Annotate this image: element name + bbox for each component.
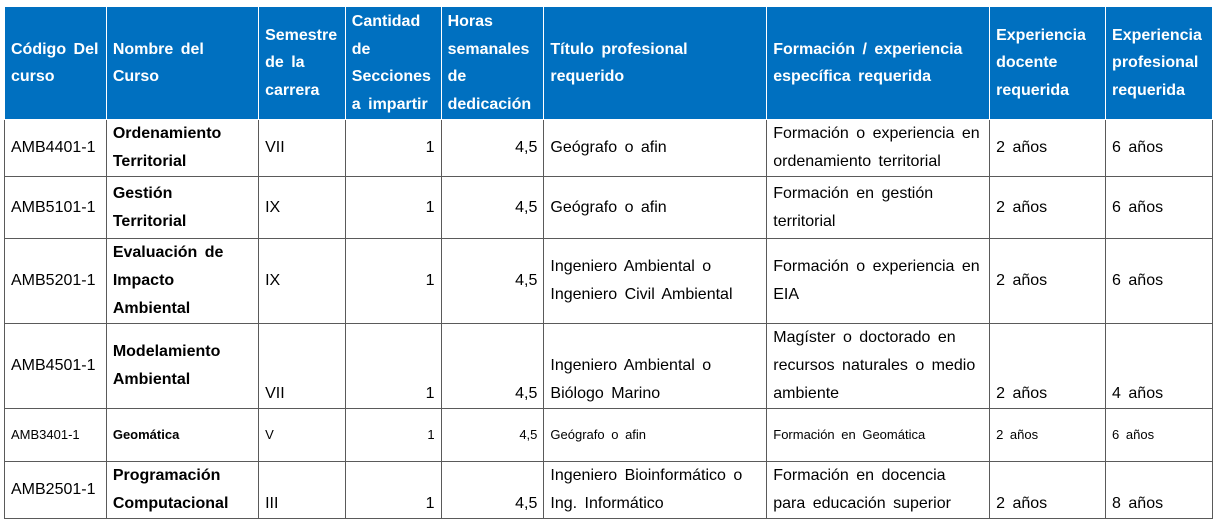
cell-codigo: AMB2501-1 xyxy=(5,462,107,519)
cell-nombre: Evaluación de Impacto Ambiental xyxy=(106,239,258,324)
cell-secciones: 1 xyxy=(345,239,441,324)
cell-exp-profesional: 6 años xyxy=(1106,239,1213,324)
header-cantidad: Cantidad de Secciones a impartir xyxy=(345,7,441,120)
table-row xyxy=(5,409,1213,462)
cell-titulo: Geógrafo o afin xyxy=(544,120,767,177)
header-codigo: Código Del curso xyxy=(5,7,107,120)
header-horas: Horas semanales de dedicación xyxy=(441,7,544,120)
cell-formacion: Formación o experiencia en ordenamiento territorial xyxy=(767,120,990,177)
cell-exp-docente: 2 años xyxy=(990,462,1106,519)
cell-semestre: III xyxy=(259,462,346,519)
cell-secciones: 1 xyxy=(345,324,441,409)
cell-titulo: Ingeniero Bioinformático o Ing. Informático xyxy=(544,462,767,519)
cell-formacion: Magíster o doctorado en recursos naturales o medio ambiente xyxy=(767,324,990,409)
cell-horas: 4,5 xyxy=(441,462,544,519)
table-row xyxy=(5,177,1213,239)
cell-secciones: 1 xyxy=(345,177,441,239)
cell-titulo: Geógrafo o afin xyxy=(544,409,767,462)
header-formacion: Formación / experiencia específica requerida xyxy=(767,7,990,120)
cell-nombre: Modelamiento Ambiental xyxy=(106,324,258,409)
cell-semestre: VII xyxy=(259,324,346,409)
cell-formacion: Formación en Geomática xyxy=(767,409,990,462)
cell-codigo: AMB5201-1 xyxy=(5,239,107,324)
cell-exp-docente: 2 años xyxy=(990,324,1106,409)
table-row xyxy=(5,120,1213,177)
cell-codigo: AMB4501-1 xyxy=(5,324,107,409)
cell-formacion: Formación en gestión territorial xyxy=(767,177,990,239)
cell-formacion: Formación o experiencia en EIA xyxy=(767,239,990,324)
header-semestre: Semestre de la carrera xyxy=(259,7,346,120)
cell-semestre: VII xyxy=(259,120,346,177)
cell-nombre: Ordenamiento Territorial xyxy=(106,120,258,177)
cell-exp-profesional: 4 años xyxy=(1106,324,1213,409)
courses-table xyxy=(4,6,1213,519)
cell-codigo: AMB5101-1 xyxy=(5,177,107,239)
cell-secciones: 1 xyxy=(345,409,441,462)
cell-nombre: Programación Computacional xyxy=(106,462,258,519)
cell-exp-docente: 2 años xyxy=(990,120,1106,177)
header-titulo: Título profesional requerido xyxy=(544,7,767,120)
cell-formacion: Formación en docencia para educación superior xyxy=(767,462,990,519)
cell-horas: 4,5 xyxy=(441,324,544,409)
cell-codigo: AMB3401-1 xyxy=(5,409,107,462)
cell-titulo: Geógrafo o afin xyxy=(544,177,767,239)
cell-exp-docente: 2 años xyxy=(990,409,1106,462)
cell-semestre: IX xyxy=(259,177,346,239)
cell-secciones: 1 xyxy=(345,462,441,519)
cell-titulo: Ingeniero Ambiental o Biólogo Marino xyxy=(544,324,767,409)
cell-nombre: Geomática xyxy=(106,409,258,462)
cell-exp-docente: 2 años xyxy=(990,239,1106,324)
cell-nombre: Gestión Territorial xyxy=(106,177,258,239)
cell-horas: 4,5 xyxy=(441,409,544,462)
cell-semestre: V xyxy=(259,409,346,462)
cell-exp-docente: 2 años xyxy=(990,177,1106,239)
header-exp-docente: Experiencia docente requerida xyxy=(990,7,1106,120)
header-exp-profesional: Experiencia profesional requerida xyxy=(1106,7,1213,120)
cell-semestre: IX xyxy=(259,239,346,324)
cell-exp-profesional: 6 años xyxy=(1106,177,1213,239)
table-header-row xyxy=(5,7,1213,120)
cell-horas: 4,5 xyxy=(441,239,544,324)
table-row xyxy=(5,324,1213,409)
cell-exp-profesional: 6 años xyxy=(1106,409,1213,462)
cell-titulo: Ingeniero Ambiental o Ingeniero Civil Ambiental xyxy=(544,239,767,324)
table-row xyxy=(5,239,1213,324)
cell-exp-profesional: 8 años xyxy=(1106,462,1213,519)
cell-horas: 4,5 xyxy=(441,120,544,177)
table-row xyxy=(5,462,1213,519)
cell-horas: 4,5 xyxy=(441,177,544,239)
header-nombre: Nombre del Curso xyxy=(106,7,258,120)
cell-exp-profesional: 6 años xyxy=(1106,120,1213,177)
cell-secciones: 1 xyxy=(345,120,441,177)
cell-codigo: AMB4401-1 xyxy=(5,120,107,177)
